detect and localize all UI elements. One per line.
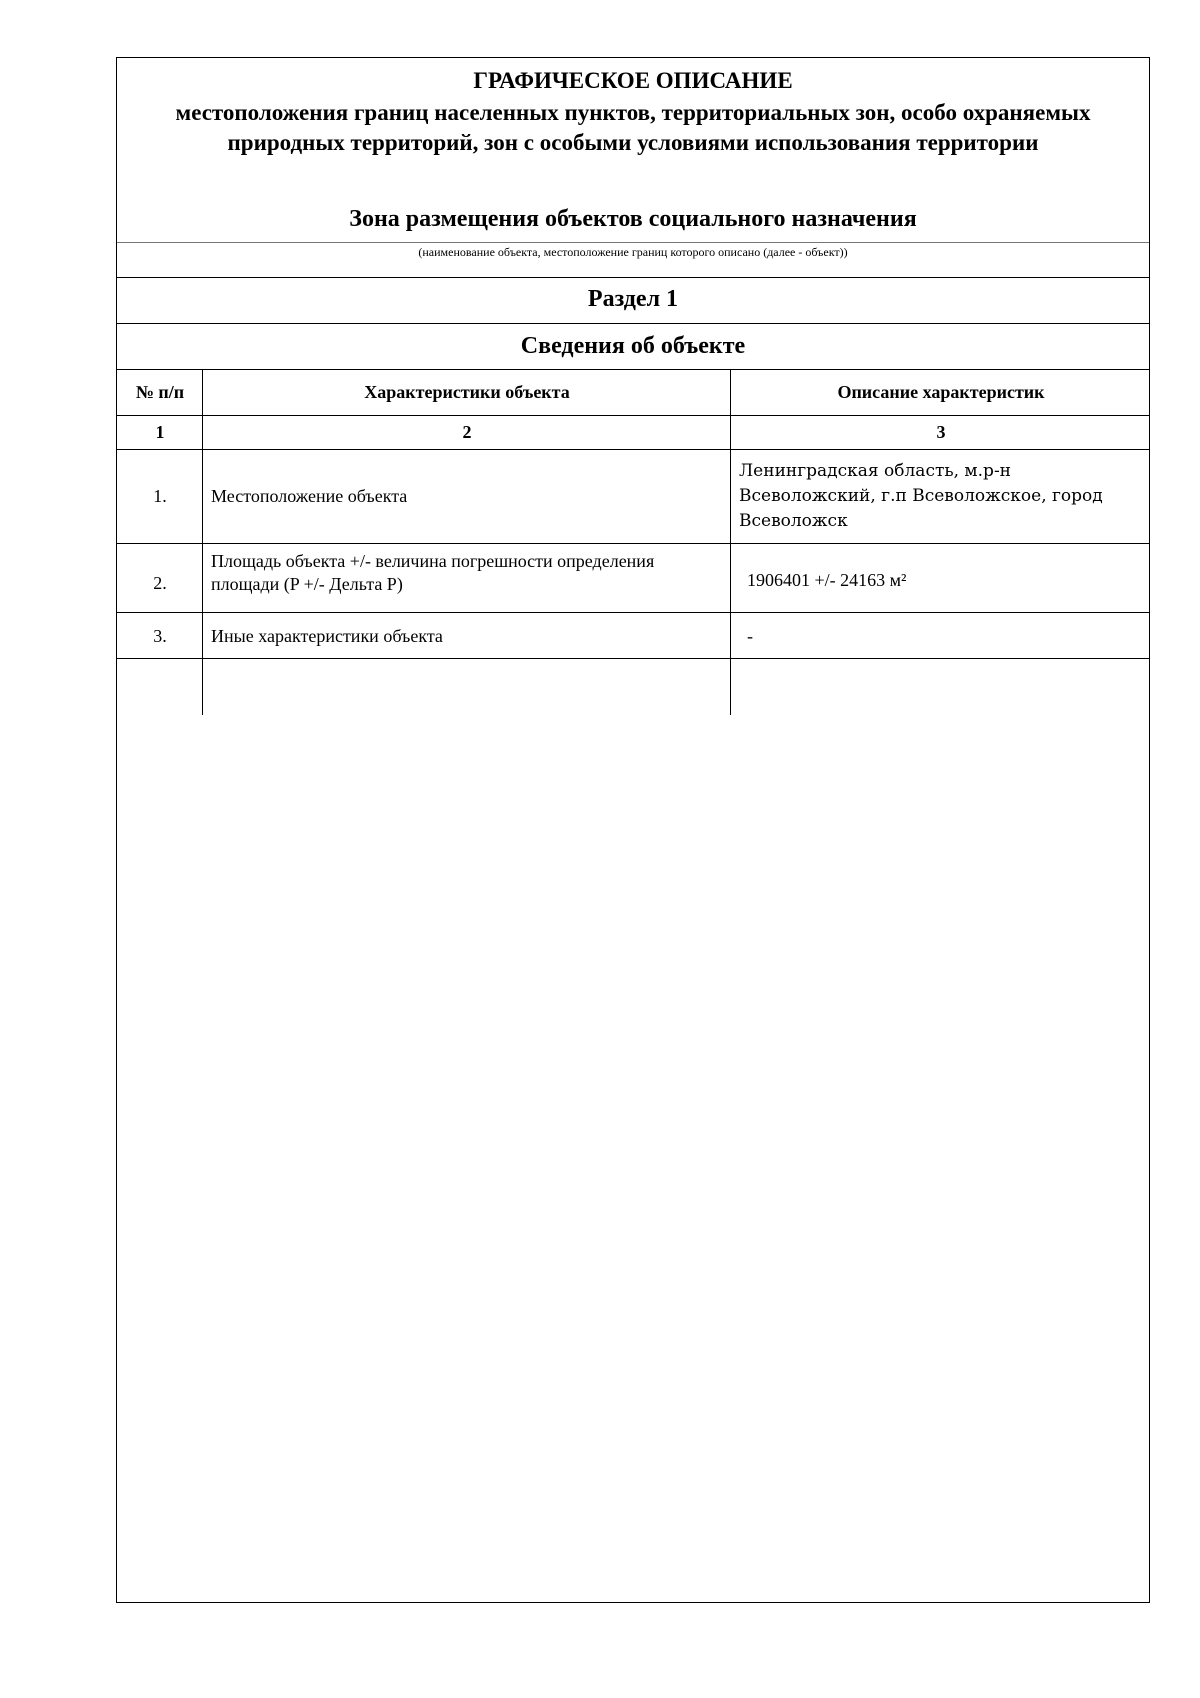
table-row-divider <box>117 415 1149 416</box>
table-row-divider <box>117 543 1149 544</box>
table-column-number-1: 1 <box>155 422 165 442</box>
object-name: Зона размещения объектов социального назначения <box>349 206 917 232</box>
divider-line <box>117 277 1149 278</box>
section-number-title: Раздел 1 <box>587 286 679 312</box>
divider-line <box>117 369 1149 370</box>
document-frame <box>116 57 1150 1603</box>
table-header-number: № п/п <box>135 382 185 402</box>
table-row-divider <box>117 449 1149 450</box>
row-number: 3. <box>153 626 167 646</box>
row-characteristic: Площадь объекта +/- величина погрешности определения площади (P +/- Дельта P) <box>211 551 655 594</box>
table-column-number-3: 3 <box>936 422 946 442</box>
row-number: 1. <box>153 486 167 506</box>
table-header-description: Описание характеристик <box>837 382 1045 402</box>
row-characteristic: Местоположение объекта <box>211 486 408 506</box>
row-description: 1906401 +/- 24163 м² <box>747 570 907 590</box>
row-number: 2. <box>153 573 167 593</box>
document-title: ГРАФИЧЕСКОЕ ОПИСАНИЕ <box>473 68 793 93</box>
table-column-number-2: 2 <box>462 422 472 442</box>
divider-line <box>117 323 1149 324</box>
document-subtitle: местоположения границ населенных пунктов, территориальных зон, особо охраняемых природных территорий, зон с особыми условиями использования территории <box>175 100 1091 155</box>
section-title: Сведения об объекте <box>520 333 746 359</box>
table-row-divider <box>117 612 1149 613</box>
object-name-underline <box>117 242 1149 243</box>
row-characteristic: Иные характеристики объекта <box>211 626 443 646</box>
table-row-divider <box>117 658 1149 659</box>
object-name-caption: (наименование объекта, местоположение границ которого описано (далее - объект)) <box>418 245 848 259</box>
table-header-characteristic: Характеристики объекта <box>364 382 570 402</box>
row-description: - <box>747 626 753 646</box>
document-header <box>117 58 1149 259</box>
row-description: Ленинградская область, м.р-н Всеволожский, г.п Всеволожское, город Всеволожск <box>739 461 1103 531</box>
